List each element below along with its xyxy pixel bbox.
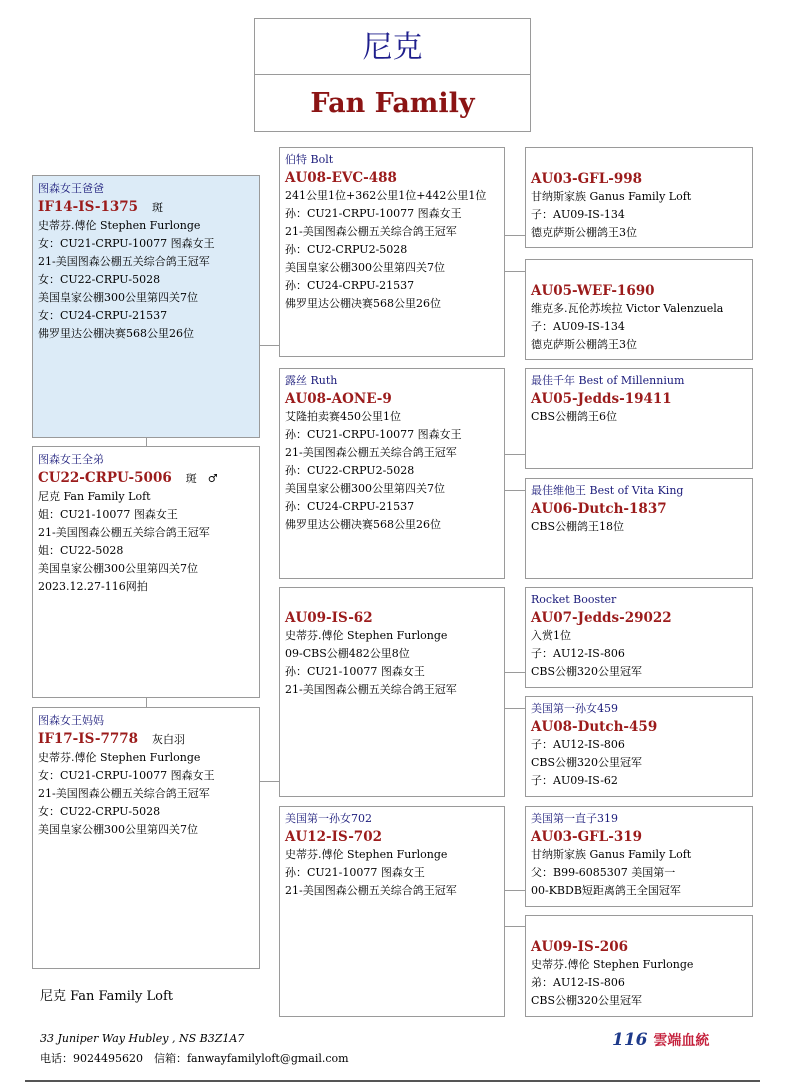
card-line: 孙：CU22-CRPU2-5028	[285, 464, 415, 477]
card-line: 孙：CU24-CRPU-21537	[285, 500, 415, 513]
connector	[504, 708, 525, 709]
card-title: 露丝 Ruth	[285, 374, 338, 387]
connector	[504, 454, 525, 455]
ring-number: AU05-Jedds-19411	[531, 391, 672, 407]
ring-number	[38, 469, 254, 488]
card-line: 弟：AU12-IS-806	[531, 976, 625, 989]
connector	[504, 926, 525, 927]
pedigree-card-gen3-8	[525, 915, 753, 1017]
bottom-divider	[25, 1080, 760, 1082]
card-line: CBS公棚320公里冠军	[531, 756, 643, 769]
pedigree-card-gen3-4	[525, 478, 753, 579]
brand-logo	[612, 1030, 709, 1050]
card-title: Rocket Booster	[531, 593, 617, 606]
card-line: 09-CBS公棚482公里8位	[285, 647, 410, 660]
card-line: 子：AU12-IS-806	[531, 738, 625, 751]
card-line: 父：B99-6085307 美国第一	[531, 866, 676, 879]
card-line: 佛罗里达公棚决赛568公里26位	[38, 327, 194, 340]
pedigree-card-gen3-2	[525, 259, 753, 360]
ring-number: AU08-AONE-9	[285, 391, 392, 407]
connector	[504, 672, 525, 673]
card-line: 美国皇家公棚300公里第四关7位	[38, 823, 198, 836]
connector	[259, 345, 280, 346]
card-line: 甘纳斯家族 Ganus Family Loft	[531, 848, 692, 861]
ring-number	[38, 730, 254, 749]
card-title: 图森女王爸爸	[38, 182, 104, 195]
ring-number: AU05-WEF-1690	[531, 283, 655, 299]
card-line: CBS公棚鸽王18位	[531, 520, 625, 533]
pedigree-card-gen3-6	[525, 696, 753, 797]
card-line: 女：CU24-CRPU-21537	[38, 309, 168, 322]
address: 33 Juniper Way Hubley , NS B3Z1A7	[40, 1032, 245, 1045]
card-line: 德克萨斯公棚鸽王3位	[531, 226, 637, 239]
ring-number: AU06-Dutch-1837	[531, 501, 667, 517]
card-line: 姐：CU21-10077 图森女王	[38, 508, 178, 521]
card-line: 子：AU09-IS-134	[531, 208, 625, 221]
card-line: 21-美国图森公棚五关综合鸽王冠军	[285, 683, 457, 696]
card-line: CBS公棚鸽王6位	[531, 410, 618, 423]
card-line: 史蒂芬.傅伦 Stephen Furlonge	[285, 629, 448, 642]
connector	[259, 781, 280, 782]
ring-number-text: IF17-IS-7778	[38, 731, 139, 747]
card-line: 子：AU09-IS-134	[531, 320, 625, 333]
card-line: 2023.12.27-116网拍	[38, 580, 148, 593]
card-line: 孙：CU21-10077 图森女王	[285, 665, 425, 678]
pedigree-card-gen2-3	[279, 587, 505, 797]
pedigree-card-gen3-5	[525, 587, 753, 688]
pedigree-card-gen2-1	[279, 147, 505, 357]
card-title: 图森女王妈妈	[38, 714, 104, 727]
card-line: 美国皇家公棚300公里第四关7位	[285, 261, 445, 274]
color-note: 灰白羽	[152, 733, 186, 746]
card-line: 21-美国图森公棚五关综合鸽王冠军	[285, 446, 457, 459]
ring-number: AU12-IS-702	[285, 829, 382, 845]
pedigree-card-sire	[32, 175, 260, 438]
ring-number: AU08-Dutch-459	[531, 719, 658, 735]
card-line: 女：CU21-CRPU-10077 图森女王	[38, 769, 215, 782]
ring-number-text: IF14-IS-1375	[38, 199, 139, 215]
card-line: 孙：CU2-CRPU2-5028	[285, 243, 408, 256]
card-line: 史蒂芬.傅伦 Stephen Furlonge	[531, 958, 694, 971]
card-line: 姐：CU22-5028	[38, 544, 124, 557]
card-line: 孙：CU21-CRPU-10077 图森女王	[285, 428, 462, 441]
card-line: 史蒂芬.傅伦 Stephen Furlonge	[38, 751, 201, 764]
card-line: 美国皇家公棚300公里第四关7位	[38, 562, 198, 575]
brand-number: 116	[612, 1030, 648, 1050]
ring-number: AU09-IS-206	[531, 939, 628, 955]
card-line: 21-美国图森公棚五关综合鸽王冠军	[285, 884, 457, 897]
card-line: 维克多.瓦伦苏埃拉 Victor Valenzuela	[531, 302, 724, 315]
card-line: 德克萨斯公棚鸽王3位	[531, 338, 637, 351]
card-line: 00-KBDB短距离鸽王全国冠军	[531, 884, 681, 897]
card-line: 子：AU12-IS-806	[531, 647, 625, 660]
card-line: 21-美国图森公棚五关综合鸽王冠军	[38, 255, 210, 268]
card-line: 21-美国图森公棚五关综合鸽王冠军	[38, 526, 210, 539]
card-line: 女：CU22-CRPU-5028	[38, 805, 161, 818]
pedigree-card-gen2-4	[279, 806, 505, 1017]
color-note: 斑 ♂	[185, 472, 218, 485]
card-line: 241公里1位+362公里1位+442公里1位	[285, 189, 487, 202]
ring-number: AU03-GFL-998	[531, 171, 643, 187]
card-title: 伯特 Bolt	[285, 153, 334, 166]
connector	[504, 271, 525, 272]
connector	[504, 235, 525, 236]
card-line: 尼克 Fan Family Loft	[38, 490, 151, 503]
ring-number: AU08-EVC-488	[285, 170, 397, 186]
pedigree-card-subject	[32, 446, 260, 698]
card-title: 美国第一直子319	[531, 812, 618, 825]
contact-info: 电话：9024495620 信箱：fanwayfamilyloft@gmail.com	[40, 1052, 349, 1065]
card-line: CBS公棚320公里冠军	[531, 665, 643, 678]
pedigree-card-gen3-1	[525, 147, 753, 248]
card-line: 子：AU09-IS-62	[531, 774, 618, 787]
card-line: 孙：CU21-10077 图森女王	[285, 866, 425, 879]
ring-number: AU07-Jedds-29022	[531, 610, 672, 626]
card-line: 孙：CU24-CRPU-21537	[285, 279, 415, 292]
card-line: 美国皇家公棚300公里第四关7位	[285, 482, 445, 495]
card-title: 最佳千年 Best of Millennium	[531, 374, 685, 387]
pedigree-card-gen2-2	[279, 368, 505, 579]
card-line: 佛罗里达公棚决赛568公里26位	[285, 297, 441, 310]
connector	[146, 697, 147, 707]
header-english-title: Fan Family	[254, 74, 531, 132]
card-line: 孙：CU21-CRPU-10077 图森女王	[285, 207, 462, 220]
card-line: 女：CU22-CRPU-5028	[38, 273, 161, 286]
ring-number	[38, 198, 254, 217]
card-line: 女：CU21-CRPU-10077 图森女王	[38, 237, 215, 250]
card-title: 美国第一孙女459	[531, 702, 618, 715]
color-note: 斑	[152, 201, 164, 214]
loft-name: 尼克 Fan Family Loft	[40, 989, 174, 1004]
card-line: 21-美国图森公棚五关综合鸽王冠军	[38, 787, 210, 800]
card-line: 21-美国图森公棚五关综合鸽王冠军	[285, 225, 457, 238]
card-title: 最佳维他王 Best of Vita King	[531, 484, 684, 497]
connector	[504, 890, 525, 891]
card-line: 甘纳斯家族 Ganus Family Loft	[531, 190, 692, 203]
card-title: 图森女王全弟	[38, 453, 104, 466]
header-chinese-title: 尼克	[254, 18, 531, 75]
pedigree-card-dam	[32, 707, 260, 969]
ring-number: AU09-IS-62	[285, 610, 373, 626]
card-line: 史蒂芬.傅伦 Stephen Furlonge	[38, 219, 201, 232]
ring-number: AU03-GFL-319	[531, 829, 643, 845]
connector	[146, 437, 147, 446]
brand-text: 雲端血統	[653, 1033, 710, 1049]
pedigree-card-gen3-3	[525, 368, 753, 469]
card-title: 美国第一孙女702	[285, 812, 372, 825]
card-line: 佛罗里达公棚决赛568公里26位	[285, 518, 441, 531]
connector	[504, 490, 525, 491]
card-line: CBS公棚320公里冠军	[531, 994, 643, 1007]
card-line: 艾隆拍卖赛450公里1位	[285, 410, 401, 423]
card-line: 史蒂芬.傅伦 Stephen Furlonge	[285, 848, 448, 861]
card-line: 美国皇家公棚300公里第四关7位	[38, 291, 198, 304]
ring-number-text: CU22-CRPU-5006	[38, 470, 172, 486]
card-line: 入赏1位	[531, 629, 571, 642]
pedigree-card-gen3-7	[525, 806, 753, 907]
